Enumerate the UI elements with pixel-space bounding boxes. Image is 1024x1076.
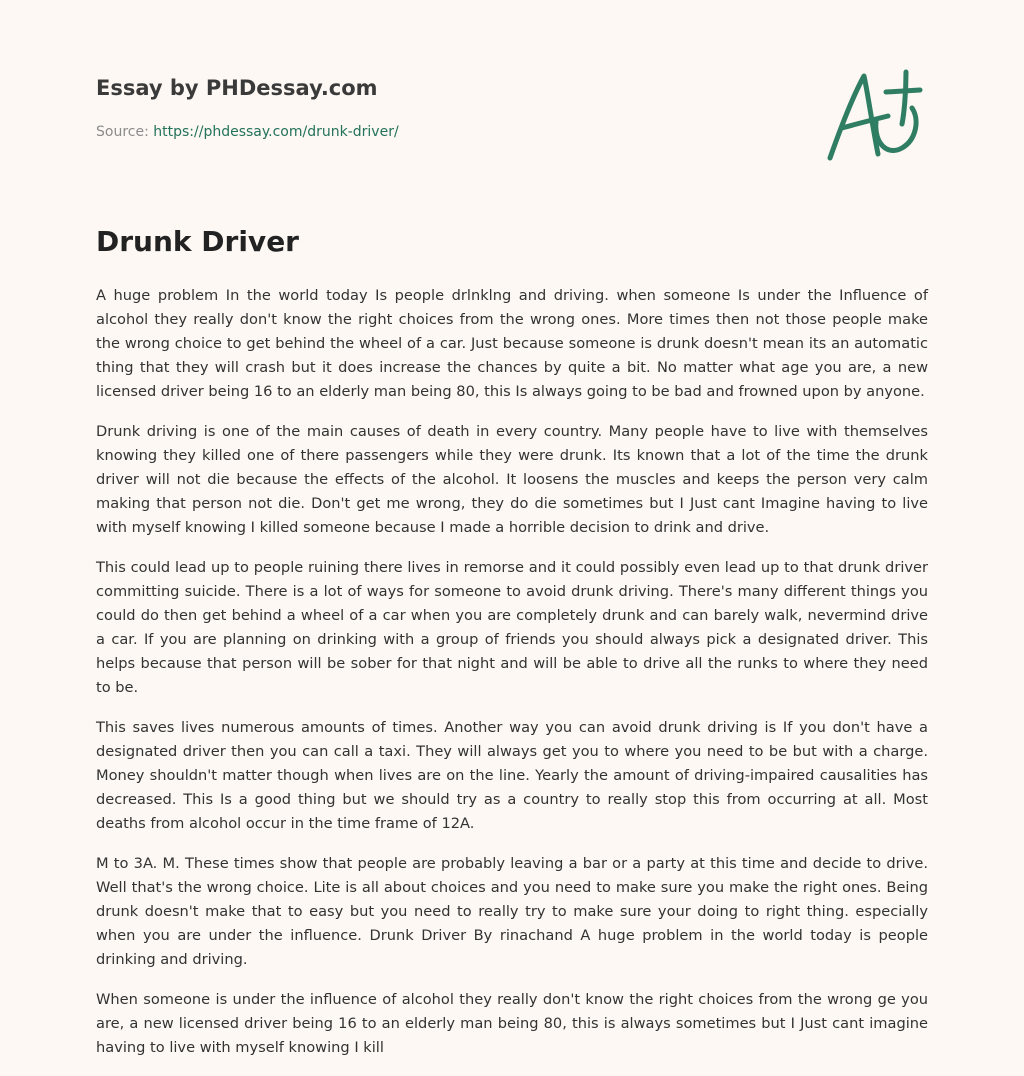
essay-paragraph: When someone is under the influence of alcohol they really don't know the right choices from the wrong ge you are, a new licensed driver being 16 to an elderly man being 80, this is always sometimes but I Just cant imagine having to live with myself knowing I kill xyxy=(96,991,928,1056)
a-plus-logo-icon xyxy=(820,64,930,168)
essay-paragraph: This saves lives numerous amounts of times. Another way you can avoid drunk driving is If you don't have a designated driver then you can call a taxi. They will always get you to where you need to be but with a charge. Money shouldn't matter though when lives are on the line. Yearly the amount of driving-impaired causalities has decreased. This Is a good thing but we should try as a country to really stop this from occurring at all. Most deaths from alcohol occur in the time frame of 12A. xyxy=(96,719,928,832)
essay-paragraph: This could lead up to people ruining there lives in remorse and it could possibly even lead up to that drunk driver committing suicide. There is a lot of ways for someone to avoid drunk driving. There's many different things you could do then get behind a wheel of a car when you are completely drunk and can barely walk, nevermind drive a car. If you are planning on drinking with a group of friends you should always pick a designated driver. This helps because that person will be sober for that night and will be able to drive all the runks to where they need to be. xyxy=(96,559,928,696)
essay-paragraph: M to 3A. M. These times show that people are probably leaving a bar or a party at this time and decide to drive. Well that's the wrong choice. Lite is all about choices and you need to make sure you make the right ones. Being drunk doesn't make that to easy but you need to really try to make sure your doing to right thing. especially when you are under the influence. Drunk Driver By rinachand A huge problem in the world today is people drinking and driving. xyxy=(96,855,928,968)
brand-title: Essay by PHDessay.com xyxy=(96,76,378,100)
source-label: Source: xyxy=(96,124,149,140)
source-line xyxy=(96,124,399,140)
essay-paragraph: A huge problem In the world today Is people drlnklng and driving. when someone Is under the Influence of alcohol they really don't know the right choices from the wrong ones. More times then not those people make the wrong choice to get behind the wheel of a car. Just because someone is drunk doesn't mean its an automatic thing that they will crash but it does increase the chances by quite a bit. No matter what age you are, a new licensed driver being 16 to an elderly man being 80, this Is always going to be bad and frowned upon by anyone. xyxy=(96,287,928,400)
essay-title: Drunk Driver xyxy=(96,225,299,258)
source-link[interactable]: https://phdessay.com/drunk-driver/ xyxy=(153,124,399,140)
essay-paragraph: Drunk driving is one of the main causes of death in every country. Many people have to live with themselves knowing they killed one of there passengers while they were drunk. Its known that a lot of the time the drunk driver will not die because the effects of the alcohol. It loosens the muscles and keeps the person very calm making that person not die. Don't get me wrong, they do die sometimes but I Just cant Imagine having to live with myself knowing I killed someone because I made a horrible decision to drink and drive. xyxy=(96,423,928,536)
essay-body xyxy=(96,284,928,1076)
